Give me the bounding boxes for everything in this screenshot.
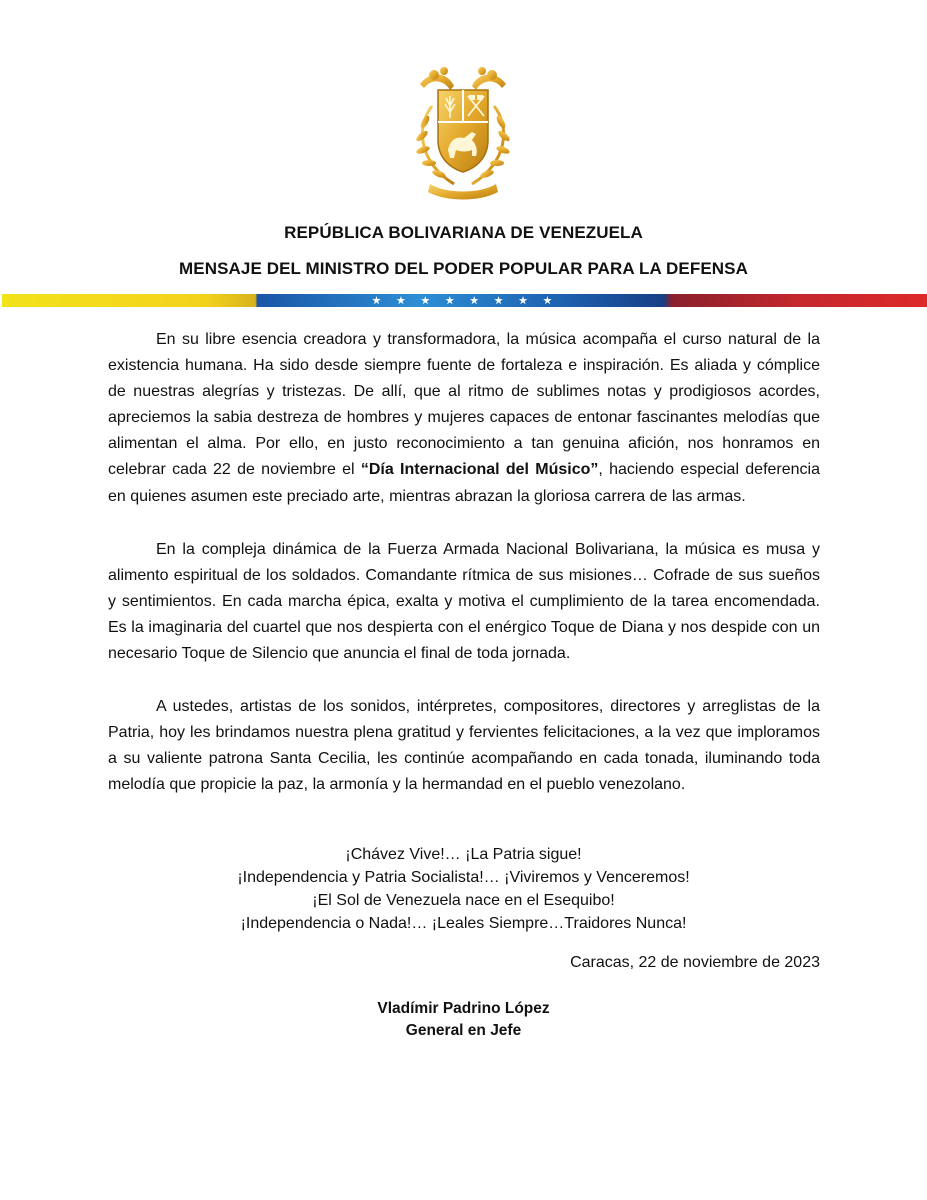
star-icon bbox=[372, 296, 381, 305]
paragraph-1-start: En su libre esencia creadora y transformadora, la música acompaña el curso natural de la existencia humana. Ha sido desde siempre fuente de fortaleza e inspiración. Es aliada y cómplice de nuestras alegrías y tristezas. De allí, que al ritmo de sublimes notas y prodigiosos acordes, apreciemos la sabia destreza de hombres y mujeres capaces de entonar fascinantes melodías que alimentan el alma. Por ello, en justo reconocimiento a tan genuina afición, nos honramos en celebrar cada 22 de noviembre el bbox=[108, 331, 820, 479]
paragraph-1-bold: “Día Internacional del Músico” bbox=[360, 461, 599, 479]
message-body bbox=[108, 327, 820, 826]
place-date: Caracas, 22 de noviembre de 2023 bbox=[570, 954, 820, 971]
star-icon bbox=[470, 296, 479, 305]
slogan-line: ¡Chávez Vive!… ¡La Patria sigue! bbox=[345, 846, 582, 863]
slogans-block bbox=[0, 843, 927, 935]
paragraph-1 bbox=[108, 327, 820, 510]
paragraph-2: En la compleja dinámica de la Fuerza Armada Nacional Bolivariana, la música es musa y alimento espiritual de los soldados. Comandante rítmica de sus misiones… Cofrade de sus sueños y sentimientos. En cada marcha épica, exalta y motiva el cumplimiento de la tarea encomendada. Es la imaginaria del cuartel que nos despierta con el enérgico Toque de Diana y nos despide con un necesario Toque de Silencio que anuncia el final de toda jornada. bbox=[108, 540, 820, 663]
star-icon bbox=[543, 296, 552, 305]
slogan-line: ¡El Sol de Venezuela nace en el Esequibo! bbox=[312, 892, 615, 909]
document-title: REPÚBLICA BOLIVARIANA DE VENEZUELA bbox=[284, 223, 643, 242]
paragraph-3: A ustedes, artistas de los sonidos, intérpretes, compositores, directores y arreglistas de la Patria, hoy les brindamos nuestra plena gratitud y fervientes felicitaciones, a la vez que imploramos a su valiente patrona Santa Cecilia, les continúe acompañando en cada tonada, iluminando toda melodía que propicie la paz, la armonía y la hermandad en el pueblo venezolano. bbox=[108, 698, 820, 794]
signatory-rank: General en Jefe bbox=[405, 1022, 522, 1039]
slogan-line: ¡Independencia y Patria Socialista!… ¡Viviremos y Venceremos! bbox=[237, 869, 690, 886]
star-icon bbox=[421, 296, 430, 305]
star-icon bbox=[519, 296, 528, 305]
star-icon bbox=[494, 296, 503, 305]
signatory-name: Vladímir Padrino López bbox=[377, 1000, 550, 1017]
paragraph-1-end: , haciendo especial deferencia en quienes asumen este preciado arte, mientras abrazan la gloriosa carrera de las armas. bbox=[108, 461, 820, 505]
document-subtitle: MENSAJE DEL MINISTRO DEL PODER POPULAR PARA LA DEFENSA bbox=[179, 259, 748, 278]
coat-of-arms-icon bbox=[398, 66, 528, 204]
star-icon bbox=[396, 296, 405, 305]
slogan-line: ¡Independencia o Nada!… ¡Leales Siempre…Traidores Nunca! bbox=[240, 915, 687, 932]
stars-row bbox=[372, 296, 552, 305]
star-icon bbox=[445, 296, 454, 305]
